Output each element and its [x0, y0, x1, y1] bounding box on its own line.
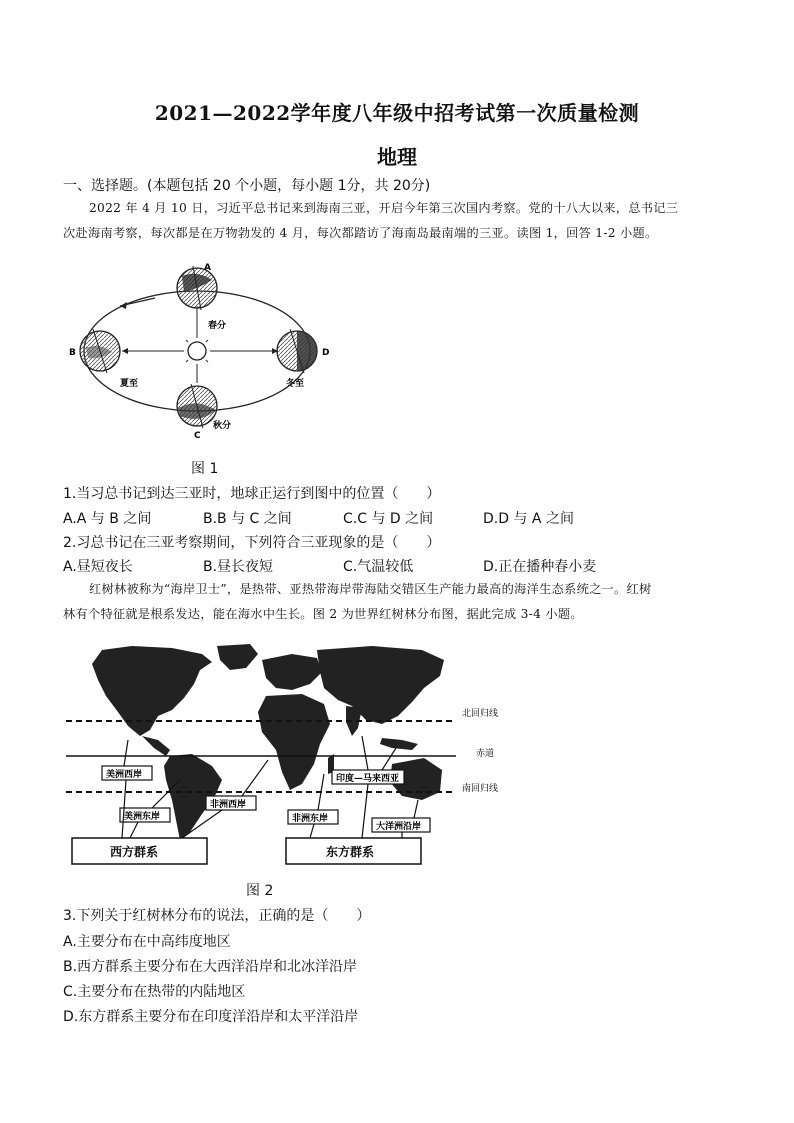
- earth-position-c: [177, 384, 217, 428]
- label-c: C: [194, 431, 201, 441]
- q2-option-c[interactable]: C.气温较低: [343, 559, 414, 575]
- passage-2: [63, 577, 731, 627]
- label-b: B: [69, 348, 76, 358]
- figure-1-caption: 图 1: [191, 461, 219, 477]
- label-autumn-equinox: 秋分: [213, 421, 232, 431]
- label-oceania-coast: 大洋洲沿岸: [376, 822, 422, 832]
- label-africa-east-coast: 非洲东岸: [292, 814, 329, 824]
- label-america-west-coast: 美洲西岸: [106, 770, 143, 780]
- label-west-group: 西方群系: [110, 845, 159, 859]
- figure-1-orbit-diagram: [60, 258, 350, 448]
- q3-option-b[interactable]: B.西方群系主要分布在大西洋沿岸和北冰洋沿岸: [63, 959, 358, 975]
- label-equator: 赤道: [476, 749, 495, 759]
- q1-option-b[interactable]: B.B 与 C 之间: [203, 511, 292, 527]
- q3-option-c[interactable]: C.主要分布在热带的内陆地区: [63, 984, 246, 1000]
- label-indo-malaysia: 印度—马来西亚: [336, 774, 400, 784]
- question-3-stem: 3.下列关于红树林分布的说法，正确的是（ ）: [63, 908, 371, 924]
- passage-2-line-2: 林有个特征就是根系发达，能在海水中生长。图 2 为世界红树林分布图，据此完成 3-4 小题。: [63, 607, 583, 621]
- passage-1-line-1: 2022 年 4 月 10 日，习近平总书记来到海南三亚，开启今年第三次国内考察。党的十八大以来，总书记三: [89, 201, 679, 215]
- question-1-stem: 1.当习总书记到达三亚时，地球正运行到图中的位置（ ）: [63, 486, 441, 502]
- q2-option-b[interactable]: B.昼长夜短: [203, 559, 274, 575]
- label-america-east-coast: 美洲东岸: [124, 812, 161, 822]
- earth-position-a: [177, 266, 217, 310]
- label-east-group: 东方群系: [326, 845, 375, 859]
- question-2-stem: 2.习总书记在三亚考察期间，下列符合三亚现象的是（ ）: [63, 535, 441, 551]
- figure-2-caption: 图 2: [246, 883, 274, 899]
- q1-option-c[interactable]: C.C 与 D 之间: [343, 511, 434, 527]
- earth-position-d: [277, 329, 317, 373]
- label-tropic-of-cancer: 北回归线: [462, 709, 499, 719]
- label-a: A: [204, 263, 211, 273]
- section-heading: 一、选择题。(本题包括 20 个小题，每小题 1分，共 20分): [63, 178, 431, 194]
- q3-option-d[interactable]: D.东方群系主要分布在印度洋沿岸和太平洋沿岸: [63, 1009, 359, 1025]
- passage-1-line-2: 次赴海南考察，每次都是在万物勃发的 4 月，每次都踏访了海南岛最南端的三亚。读图 1，回答 1-2 小题。: [63, 226, 658, 240]
- passage-2-line-1: 红树林被称为“海岸卫士”，是热带、亚热带海岸带海陆交错区生产能力最高的海洋生态系统之一。红树: [89, 582, 652, 596]
- q2-option-d[interactable]: D.正在播种春小麦: [483, 559, 597, 575]
- label-spring-equinox: 春分: [208, 321, 227, 331]
- exam-title: 2021—2022学年度八年级中招考试第一次质量检测: [154, 101, 640, 125]
- q1-option-a[interactable]: A.A 与 B 之间: [63, 511, 152, 527]
- sun-icon: [188, 342, 206, 360]
- label-d: D: [322, 348, 330, 358]
- q3-option-a[interactable]: A.主要分布在中高纬度地区: [63, 934, 231, 950]
- figure-2-mangrove-map: [62, 640, 522, 872]
- q2-option-a[interactable]: A.昼短夜长: [63, 559, 133, 575]
- subject-title: 地理: [377, 145, 417, 169]
- label-winter-solstice: 冬至: [286, 379, 305, 389]
- q1-option-d[interactable]: D.D 与 A 之间: [483, 511, 574, 527]
- passage-1: [63, 196, 731, 246]
- label-tropic-of-capricorn: 南回归线: [462, 784, 499, 794]
- label-africa-west-coast: 非洲西岸: [210, 800, 247, 810]
- earth-position-b: [80, 329, 120, 373]
- label-summer-solstice: 夏至: [120, 379, 139, 389]
